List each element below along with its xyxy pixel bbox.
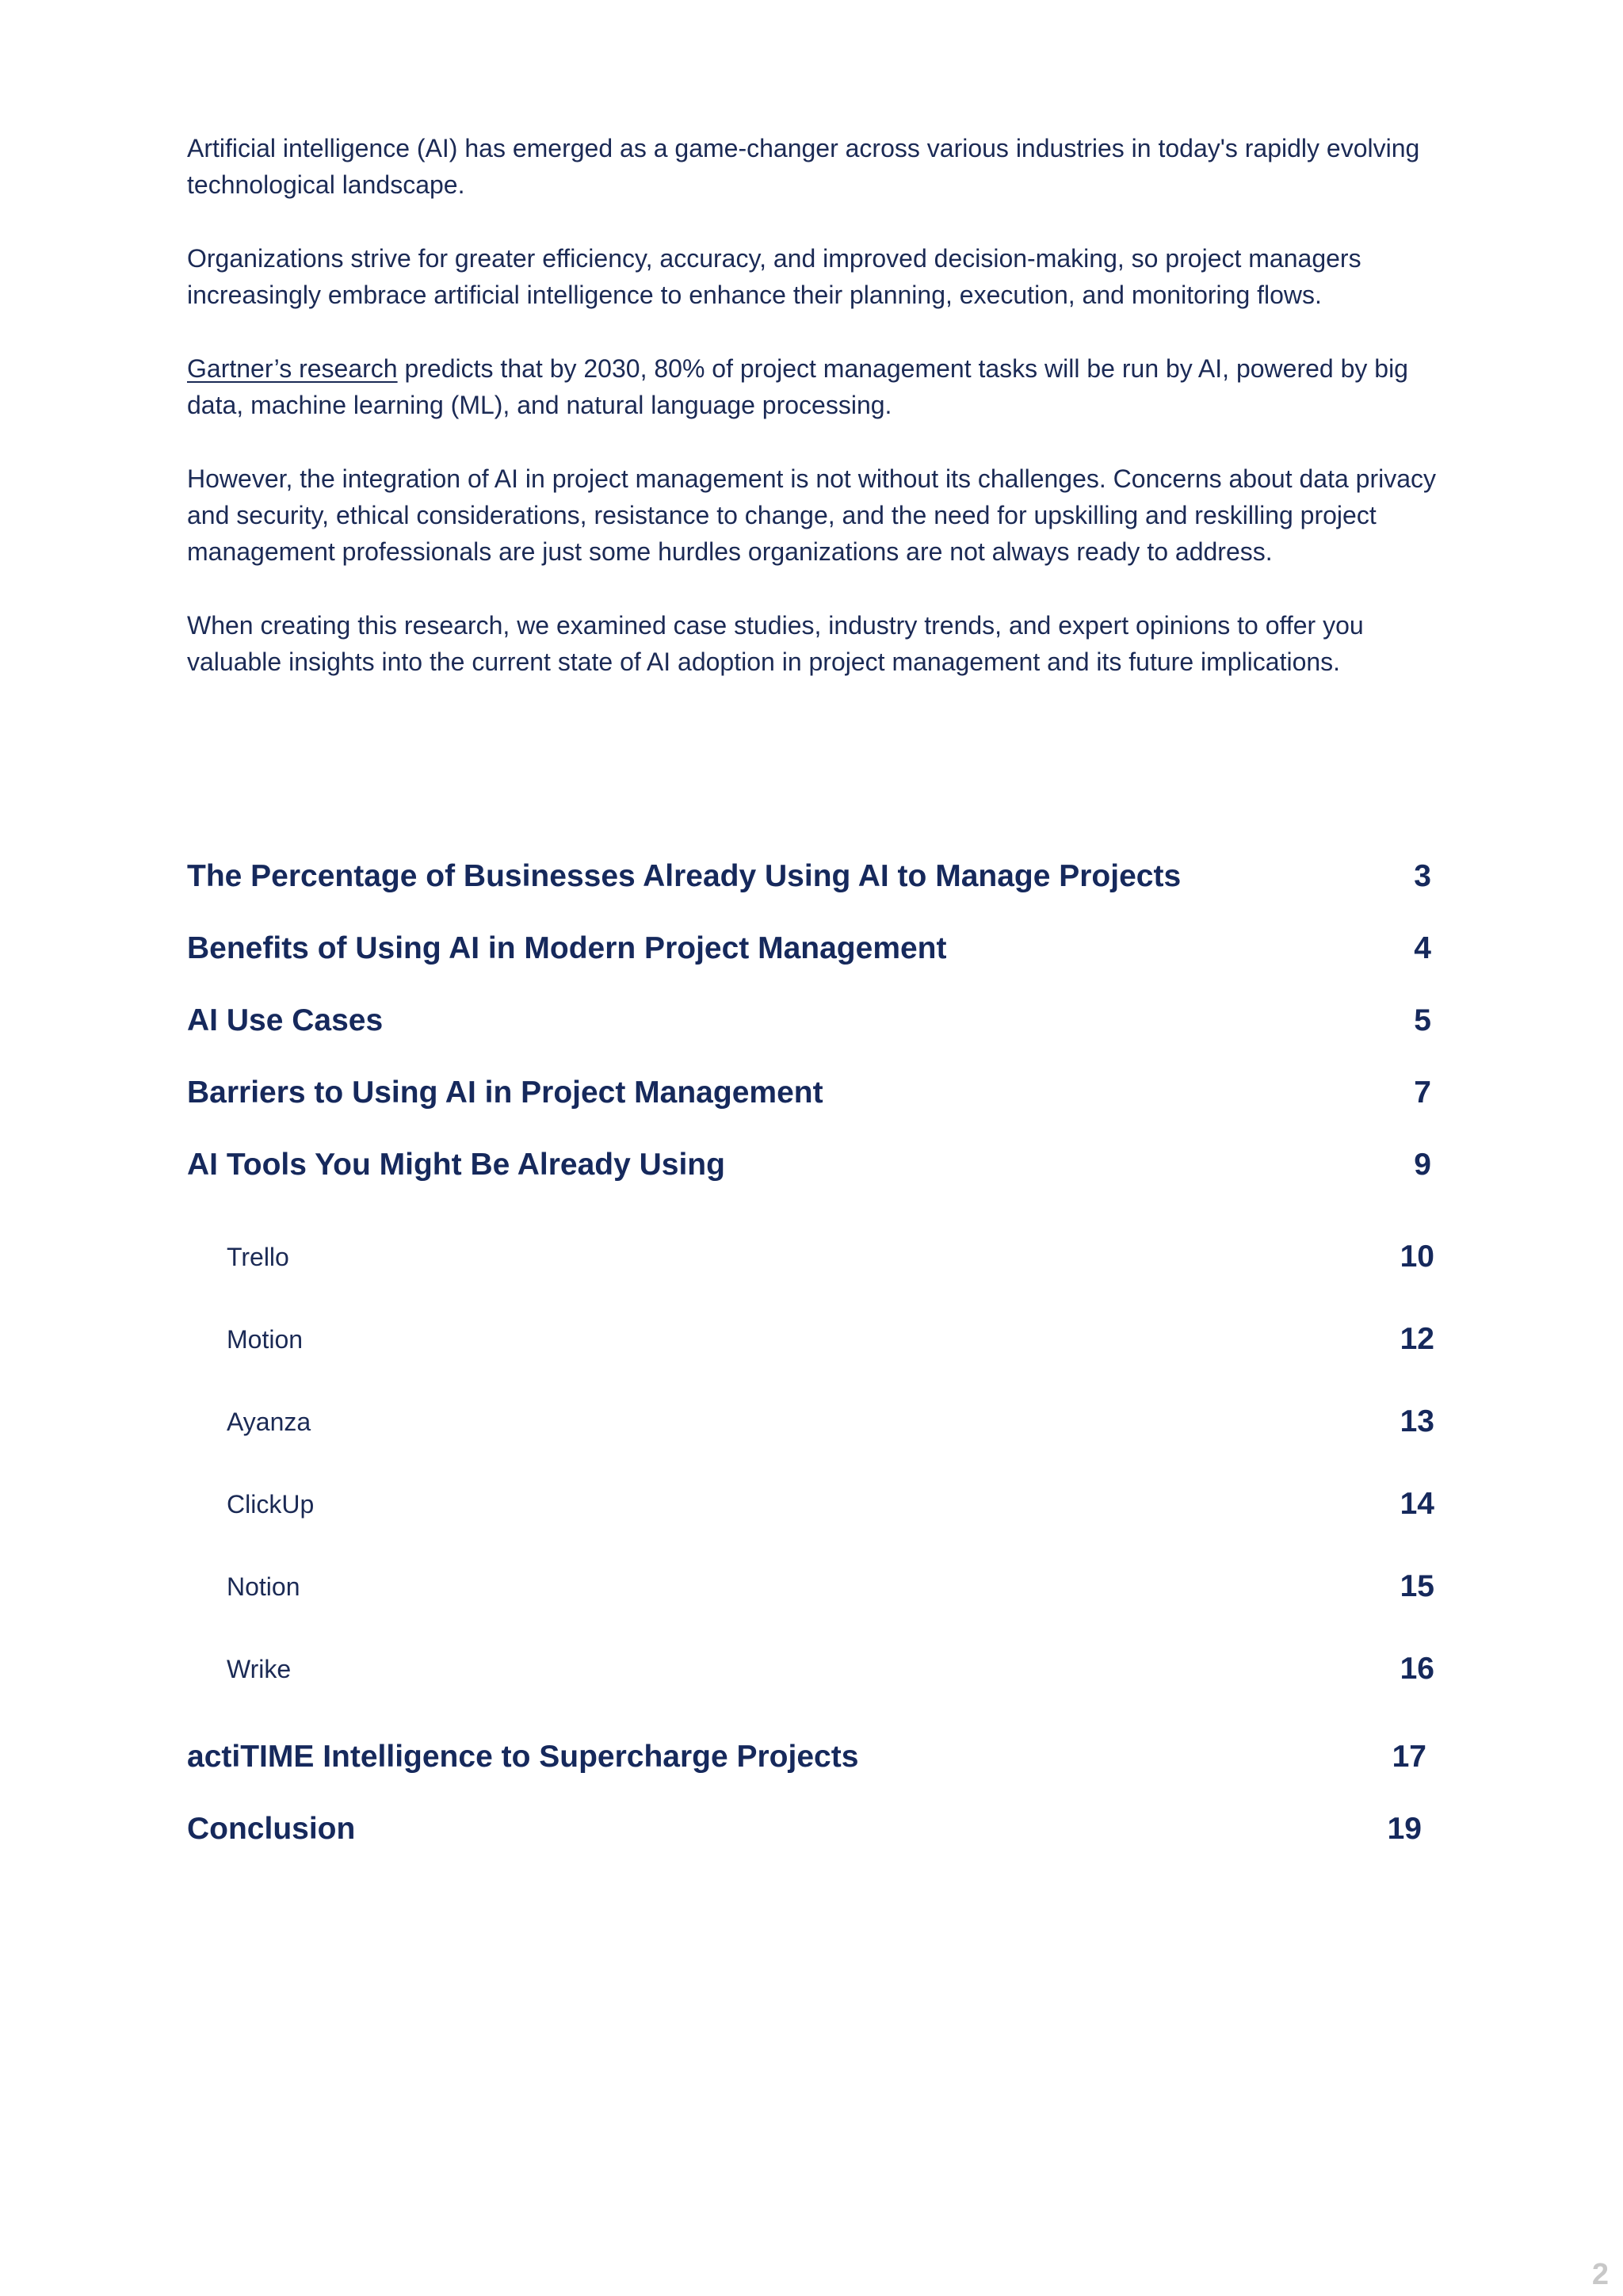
toc-subentry-notion[interactable] bbox=[187, 1563, 1434, 1610]
toc-subentry-label: ClickUp bbox=[227, 1490, 315, 1519]
toc-subentry-label: Wrike bbox=[227, 1655, 292, 1683]
toc-entry-conclusion[interactable] bbox=[187, 1805, 1431, 1853]
toc-entry-label: Conclusion bbox=[187, 1812, 356, 1846]
intro-section bbox=[187, 130, 1455, 717]
toc-entry-page: 5 bbox=[1414, 1003, 1431, 1037]
toc-subentry-label: Motion bbox=[227, 1325, 304, 1354]
toc-entry-label: Barriers to Using AI in Project Management bbox=[187, 1075, 823, 1110]
toc-subentry-page: 16 bbox=[1400, 1652, 1434, 1686]
toc-entry-use-cases[interactable] bbox=[187, 997, 1431, 1045]
intro-paragraph bbox=[187, 350, 1455, 423]
toc-subentry-page: 14 bbox=[1400, 1487, 1434, 1521]
intro-paragraph: Organizations strive for greater efficiency, accuracy, and improved decision-making, so project managers increasingly embrace artificial intelligence to enhance their planning, execution, and monitoring flows. bbox=[187, 244, 1361, 309]
toc-entry-label: AI Use Cases bbox=[187, 1003, 384, 1037]
toc-subentry-trello[interactable] bbox=[187, 1233, 1434, 1281]
toc-entry-label: The Percentage of Businesses Already Using AI to Manage Projects bbox=[187, 859, 1182, 893]
intro-paragraph-text: predicts that by 2030, 80% of project management tasks will be run by AI, powered by big data, machine learning (ML), and natural language processing. bbox=[187, 354, 1408, 419]
toc-subentry-label: Trello bbox=[227, 1243, 289, 1271]
toc-entry-page: 4 bbox=[1414, 931, 1431, 965]
toc-subentry-wrike[interactable] bbox=[187, 1645, 1434, 1693]
toc-subentry-clickup[interactable] bbox=[187, 1480, 1434, 1528]
toc-subentry-ayanza[interactable] bbox=[187, 1398, 1434, 1446]
toc-entry-label: AI Tools You Might Be Already Using bbox=[187, 1148, 725, 1182]
toc-entry-percentage-businesses[interactable] bbox=[187, 853, 1431, 900]
intro-paragraph: When creating this research, we examined case studies, industry trends, and expert opinions to offer you valuable insights into the current state of AI adoption in project management and its future implications. bbox=[187, 611, 1364, 676]
toc-entry-ai-tools[interactable] bbox=[187, 1141, 1431, 1189]
intro-paragraph: Artificial intelligence (AI) has emerged as a game-changer across various industries in today's rapidly evolving technological landscape. bbox=[187, 134, 1420, 199]
toc-entry-label: actiTIME Intelligence to Supercharge Projects bbox=[187, 1740, 859, 1774]
toc-entry-actitime-intelligence[interactable] bbox=[187, 1733, 1431, 1781]
toc-subentry-page: 10 bbox=[1400, 1240, 1434, 1274]
toc-entry-page: 19 bbox=[1387, 1812, 1422, 1846]
toc-subentry-page: 15 bbox=[1400, 1569, 1434, 1603]
toc-entry-page: 3 bbox=[1414, 859, 1431, 893]
toc-entry-page: 7 bbox=[1414, 1075, 1431, 1110]
toc-entry-barriers[interactable] bbox=[187, 1069, 1431, 1117]
toc-subentry-label: Ayanza bbox=[227, 1408, 311, 1436]
toc-entry-page: 17 bbox=[1392, 1740, 1426, 1774]
toc-subentry-motion[interactable] bbox=[187, 1316, 1434, 1363]
toc-entry-label: Benefits of Using AI in Modern Project Management bbox=[187, 931, 947, 965]
toc-subentry-label: Notion bbox=[227, 1572, 300, 1601]
page-number: 2 bbox=[1591, 2258, 1609, 2291]
intro-paragraph: However, the integration of AI in project management is not without its challenges. Concerns about data privacy and security, ethical considerations, resistance to change, and the need for upskilling and reskilling project management professionals are just some hurdles organizations are not always ready to address. bbox=[187, 464, 1436, 566]
toc-entry-benefits[interactable] bbox=[187, 925, 1431, 972]
toc-subentry-page: 12 bbox=[1400, 1322, 1434, 1356]
gartner-research-link[interactable]: Gartner’s research bbox=[187, 354, 398, 383]
toc-subentry-page: 13 bbox=[1400, 1404, 1434, 1438]
toc-entry-page: 9 bbox=[1414, 1148, 1431, 1182]
